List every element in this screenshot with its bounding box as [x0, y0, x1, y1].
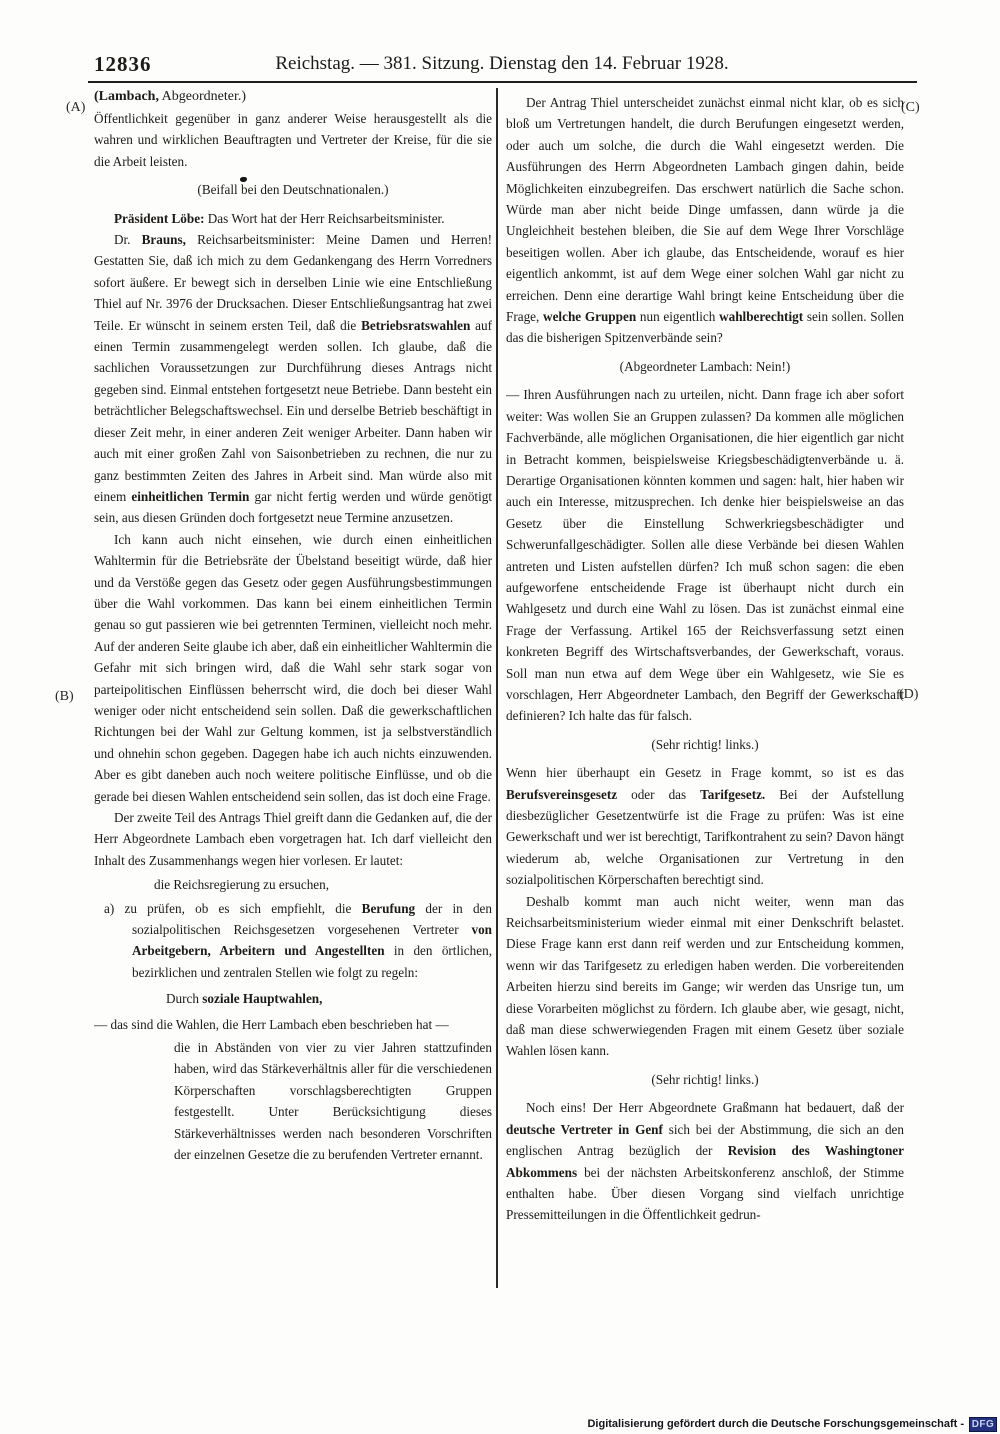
digitization-footer [0, 1415, 1000, 1434]
text-segment: — Ihren Ausführungen nach zu urteilen, nicht. Dann frage ich aber sofort weiter: Was wollen Sie an Gruppen zulassen? Da kommen alle möglichen Fachverbände, alle möglichen Organisationen, die hier eigentlich gar nicht in Betracht kommen, beispielsweise Kriegsbeschädigtenverbände u. ä. Derartige Organisationen könnten kommen und sagen: halt, hier haben wir auch ein Interesse, mitzusprechen. Ich denke hier beispielsweise an das Gesetz über die Einstellung Schwerkriegsbeschädigter und Schwerunfallgeschädigter. Sollen alle diese Verbände bei diesen Wahlen antreten und Listen aufstellen dürfen? Ich muß schon sagen: die eben aufgeworfene entscheidende Frage ist überhaupt nicht durch ein Wahlgesetz und durch eine Wahl zu lösen. Das ist zunächst einmal eine Frage der Verfassung. Artikel 165 der Reichsverfassung setzt einen konkreten Begriff des Wirtschaftsverbandes, der Gewerkschaft, voraus. Soll man nun etwa auf dem Wege über ein Wahlgesetz, wie Sie es vorschlagen, Herr Abgeordneter Lambach, den Begriff der Gewerkschaft definieren? Ich halte das für falsch. [506, 387, 904, 724]
paragraph [94, 229, 492, 529]
paragraph [506, 384, 904, 727]
paragraph [166, 988, 492, 1009]
text-segment: gar nicht fertig werden und würde genötigt sein, aus diesen Gründen doch fortgesetzt neue Termine anzusetzen. [94, 488, 492, 526]
text-segment: Brauns, [141, 232, 186, 248]
text-segment: (Lambach, [94, 89, 159, 104]
text-segment: (Abgeordneter Lambach: Nein!) [619, 358, 791, 374]
paragraph [506, 734, 904, 755]
text-segment: (Sehr richtig! links.) [651, 736, 759, 752]
text-segment: Noch eins! Der Herr Abgeordnete Graßmann hat bedauert, daß der [526, 1100, 904, 1116]
text-segment: sein sollen. Sollen das die bisherigen Spitzenverbände sein? [506, 309, 904, 346]
text-segment: soziale Hauptwahlen, [202, 991, 323, 1007]
paragraph [94, 179, 492, 200]
paragraph [94, 108, 492, 172]
text-segment: Berufsvereinsgesetz [506, 786, 618, 802]
margin-marker-d: (D) [899, 687, 919, 702]
text-segment: Betriebsratswahlen [361, 317, 471, 333]
paragraph [104, 898, 492, 984]
text-segment: wahlberechtigt [719, 309, 804, 325]
paragraph [94, 208, 492, 229]
text-segment: nun eigentlich [636, 309, 720, 325]
text-segment: Deshalb kommt man auch nicht weiter, wenn man das Reichsarbeitsministerium wieder einmal mit einer Denkschrift belastet. Diese Frage kann erst dann reif werden und zur Entscheidung kommen, wenn wir das Tarifgesetz zu erledigen haben werden. Die vorbereitenden Arbeiten hierzu sind bereits im Gange; wir werden das Unsrige tun, um diese Vorarbeiten möglichst zu fördern. Ich glaube aber, wie gesagt, nicht, daß man diese schwerwiegenden Fragen mit einem Gesetz über soziale Wahlen lösen kann. [506, 893, 904, 1059]
text-segment: Reichsarbeitsminister: Meine Damen und Herren! Gestatten Sie, daß ich mich zu dem Gedankengang des Herrn Vorredners sofort äußere. Er bewegt sich in derselben Linie wie eine Entschließung Thiel auf Nr. 3976 der Drucksachen. Dieser Entschließungsantrag hat zwei Teile. Er wünscht in seinem ersten Teil, daß die [94, 232, 492, 333]
paragraph [94, 529, 492, 807]
text-segment: die in Abständen von vier zu vier Jahren stattzufinden haben, wird das Stärkeverhältnis aller für die verschiedenen Körperschaften vorschlagsberechtigten Gruppen festgestellt. Unter Berücksichtigung dieses Stärkeverhältnisses werden nach besonderen Vorschriften der einzelnen Gesetze die zu berufenden Vertreter ernannt. [174, 1040, 492, 1163]
text-segment: (Sehr richtig! links.) [651, 1071, 759, 1087]
text-segment: Bei der Aufstellung diesbezüglicher Gesetzentwürfe ist die Frage zu prüfen: Was ist eine Gewerkschaft und wer ist berechtigt, Tarifkontrahent zu sein? Davon hängt wiederum ab, welche Organisationen zur Vertretung in den sozialpolitischen Körperschaften berechtigt sind. [506, 786, 904, 888]
text-segment: welche Gruppen [543, 309, 637, 325]
page-title: Reichstag. — 381. Sitzung. Dienstag den 14. Februar 1928. [275, 53, 729, 74]
text-segment: deutsche Vertreter in Genf [506, 1121, 663, 1137]
margin-marker-c: (C) [901, 100, 920, 115]
text-segment: Ich kann auch nicht einsehen, wie durch einen einheitlichen Wahltermin für die Betriebsräte der Übelstand beseitigt würde, daß hier und da Verstöße gegen das Gesetz oder gegen Ausführungsbestimmungen über die Wahl vorkommen. Das kann bei einem einheitlichen Termin genau so gut passieren wie bei getrennten Terminen, vielleicht noch mehr. Auf der anderen Seite glaube ich aber, daß ein einheitlicher Wahltermin die Gefahr mit sich bringen wird, daß die Wahl sehr stark sogar von parteipolitischen Einflüssen beherrscht wird, die doch bei dieser Wahl weniger oder nicht entscheidend sein sollen. Daß die gewerkschaftlichen Richtungen bei der Wahl zur Geltung kommen, ist ja selbstverständlich und ohnehin schon gegeben. Dagegen habe ich auch nichts einzuwenden. Aber es gibt daneben auch noch weitere politische Einflüsse, und ob die gerade bei diesen Wahlen entscheidend sein sollen, das ist doch eine Frage. [94, 531, 492, 804]
column-divider-rule [496, 88, 498, 1288]
paragraph [174, 1037, 492, 1165]
text-segment: Dr. [114, 232, 142, 248]
paragraph [94, 1014, 492, 1035]
text-segment: in den örtlichen, bezirklichen und zentralen Stellen wie folgt zu regeln: [132, 943, 492, 980]
text-segment: Wenn hier überhaupt ein Gesetz in Frage kommt, so ist es das [506, 765, 904, 781]
text-segment: Tarifgesetz. [700, 786, 766, 802]
paragraph [506, 762, 904, 890]
paragraph [506, 356, 904, 377]
paragraph [506, 891, 904, 1062]
text-segment: oder das [617, 786, 701, 802]
margin-marker-b: (B) [55, 689, 74, 704]
paragraph [154, 874, 492, 895]
text-segment: Der zweite Teil des Antrags Thiel greift dann die Gedanken auf, die der Herr Abgeordnete Lambach eben vorgetragen hat. Ich darf vielleicht den Inhalt des Zusammenhangs wegen hier vorlesen. Er lautet: [94, 810, 492, 868]
text-segment: sich bei der Abstimmung, die sich an den englischen Antrag bezüglich der [506, 1121, 904, 1159]
text-segment: Berufung [361, 900, 416, 916]
text-segment: Präsident Löbe: [114, 210, 205, 226]
text-segment: Öffentlichkeit gegenüber in ganz anderer Weise herausgestellt als die wahren und wirklichen Beauftragten und Vertreter der Kreise, für die sie die Arbeit leisten. [94, 111, 492, 169]
text-segment: Abgeordneter.) [158, 89, 247, 104]
text-segment: Das Wort hat der Herr Reichsarbeitsminister. [204, 210, 445, 226]
paragraph [94, 807, 492, 871]
text-segment: (Beifall bei den Deutschnationalen.) [197, 182, 389, 198]
text-segment: Der Antrag Thiel unterscheidet zunächst einmal nicht klar, ob es sich bloß um Vertretungen handelt, die durch Berufungen eingesetzt werden, oder auch um solche, die durch die Wahl eingesetzt werden. Die Ausführungen des Herrn Abgeordneten Lambach gingen dahin, beide Möglichkeiten einzubegreifen. Das erschwert natürlich die Sache schon. Würde man aber nicht beide Dinge umfassen, dann würde ja die Ungleichheit bestehen bleiben, die Sie auf dem Wege Ihrer Vorschläge beseitigen wollen. Aber ich glaube, das Entscheidende, worauf es hier eigentlich ankommt, ist auf dem Wege einer solchen Wahl gar nicht zu erreichen. Denn eine derartige Wahl bringt keine Entscheidung über die Frage, [506, 95, 904, 325]
text-segment: der in den sozialpolitischen Reichsgesetzen vorgesehenen Vertreter [132, 900, 492, 938]
text-column-right [506, 92, 904, 1226]
margin-marker-a: (A) [66, 100, 86, 115]
text-segment: die Reichsregierung zu ersuchen, [154, 877, 330, 893]
text-segment: a) zu prüfen, ob es sich empfiehlt, die [104, 900, 362, 916]
text-segment: Revision des Washingtoner Abkommens [506, 1143, 904, 1180]
paragraph [94, 86, 492, 108]
dfg-logo: DFG [969, 1417, 997, 1432]
text-segment: Durch [166, 991, 203, 1007]
text-segment: auf einen Termin zusammengelegt werden sollen. Ich glaube, daß die sachlichen Voraussetzungen zur Durchführung dieses Antrags nicht gegeben sind. Einmal entstehen fortgesetzt neue Betriebe. Dann besteht ein beträchtlicher Belegschaftswechsel. Ein und derselbe Betrieb beschäftigt in dieser Zeit mehr, in einer anderen Zeit weniger Arbeiter. Dann haben wir auch mit einer großen Zahl von Saisonbetrieben zu rechnen, die nur zu ganz bestimmten Zeiten des Jahres in Arbeit sind. Man würde also mit einem [94, 317, 492, 504]
page-number: 12836 [94, 52, 152, 76]
paragraph [506, 1069, 904, 1090]
text-segment: einheitlichen Termin [131, 488, 250, 504]
text-segment: bei der nächsten Arbeitskonferenz anschloß, der Stimme enthalten habe. Über diesen Vorgang sind vielfach unrichtige Pressemitteilungen in die Öffentlichkeit gedrun- [506, 1164, 904, 1223]
text-segment: von Arbeitgebern, Arbeitern und Angestellten [132, 922, 492, 959]
header-rule [88, 81, 917, 83]
paragraph [506, 1097, 904, 1225]
text-column-left [94, 86, 492, 1166]
text-segment: — das sind die Wahlen, die Herr Lambach eben beschrieben hat — [94, 1016, 449, 1032]
digitization-credit: Digitalisierung gefördert durch die Deutsche Forschungsgemeinschaft - [587, 1418, 964, 1430]
paragraph [506, 92, 904, 349]
